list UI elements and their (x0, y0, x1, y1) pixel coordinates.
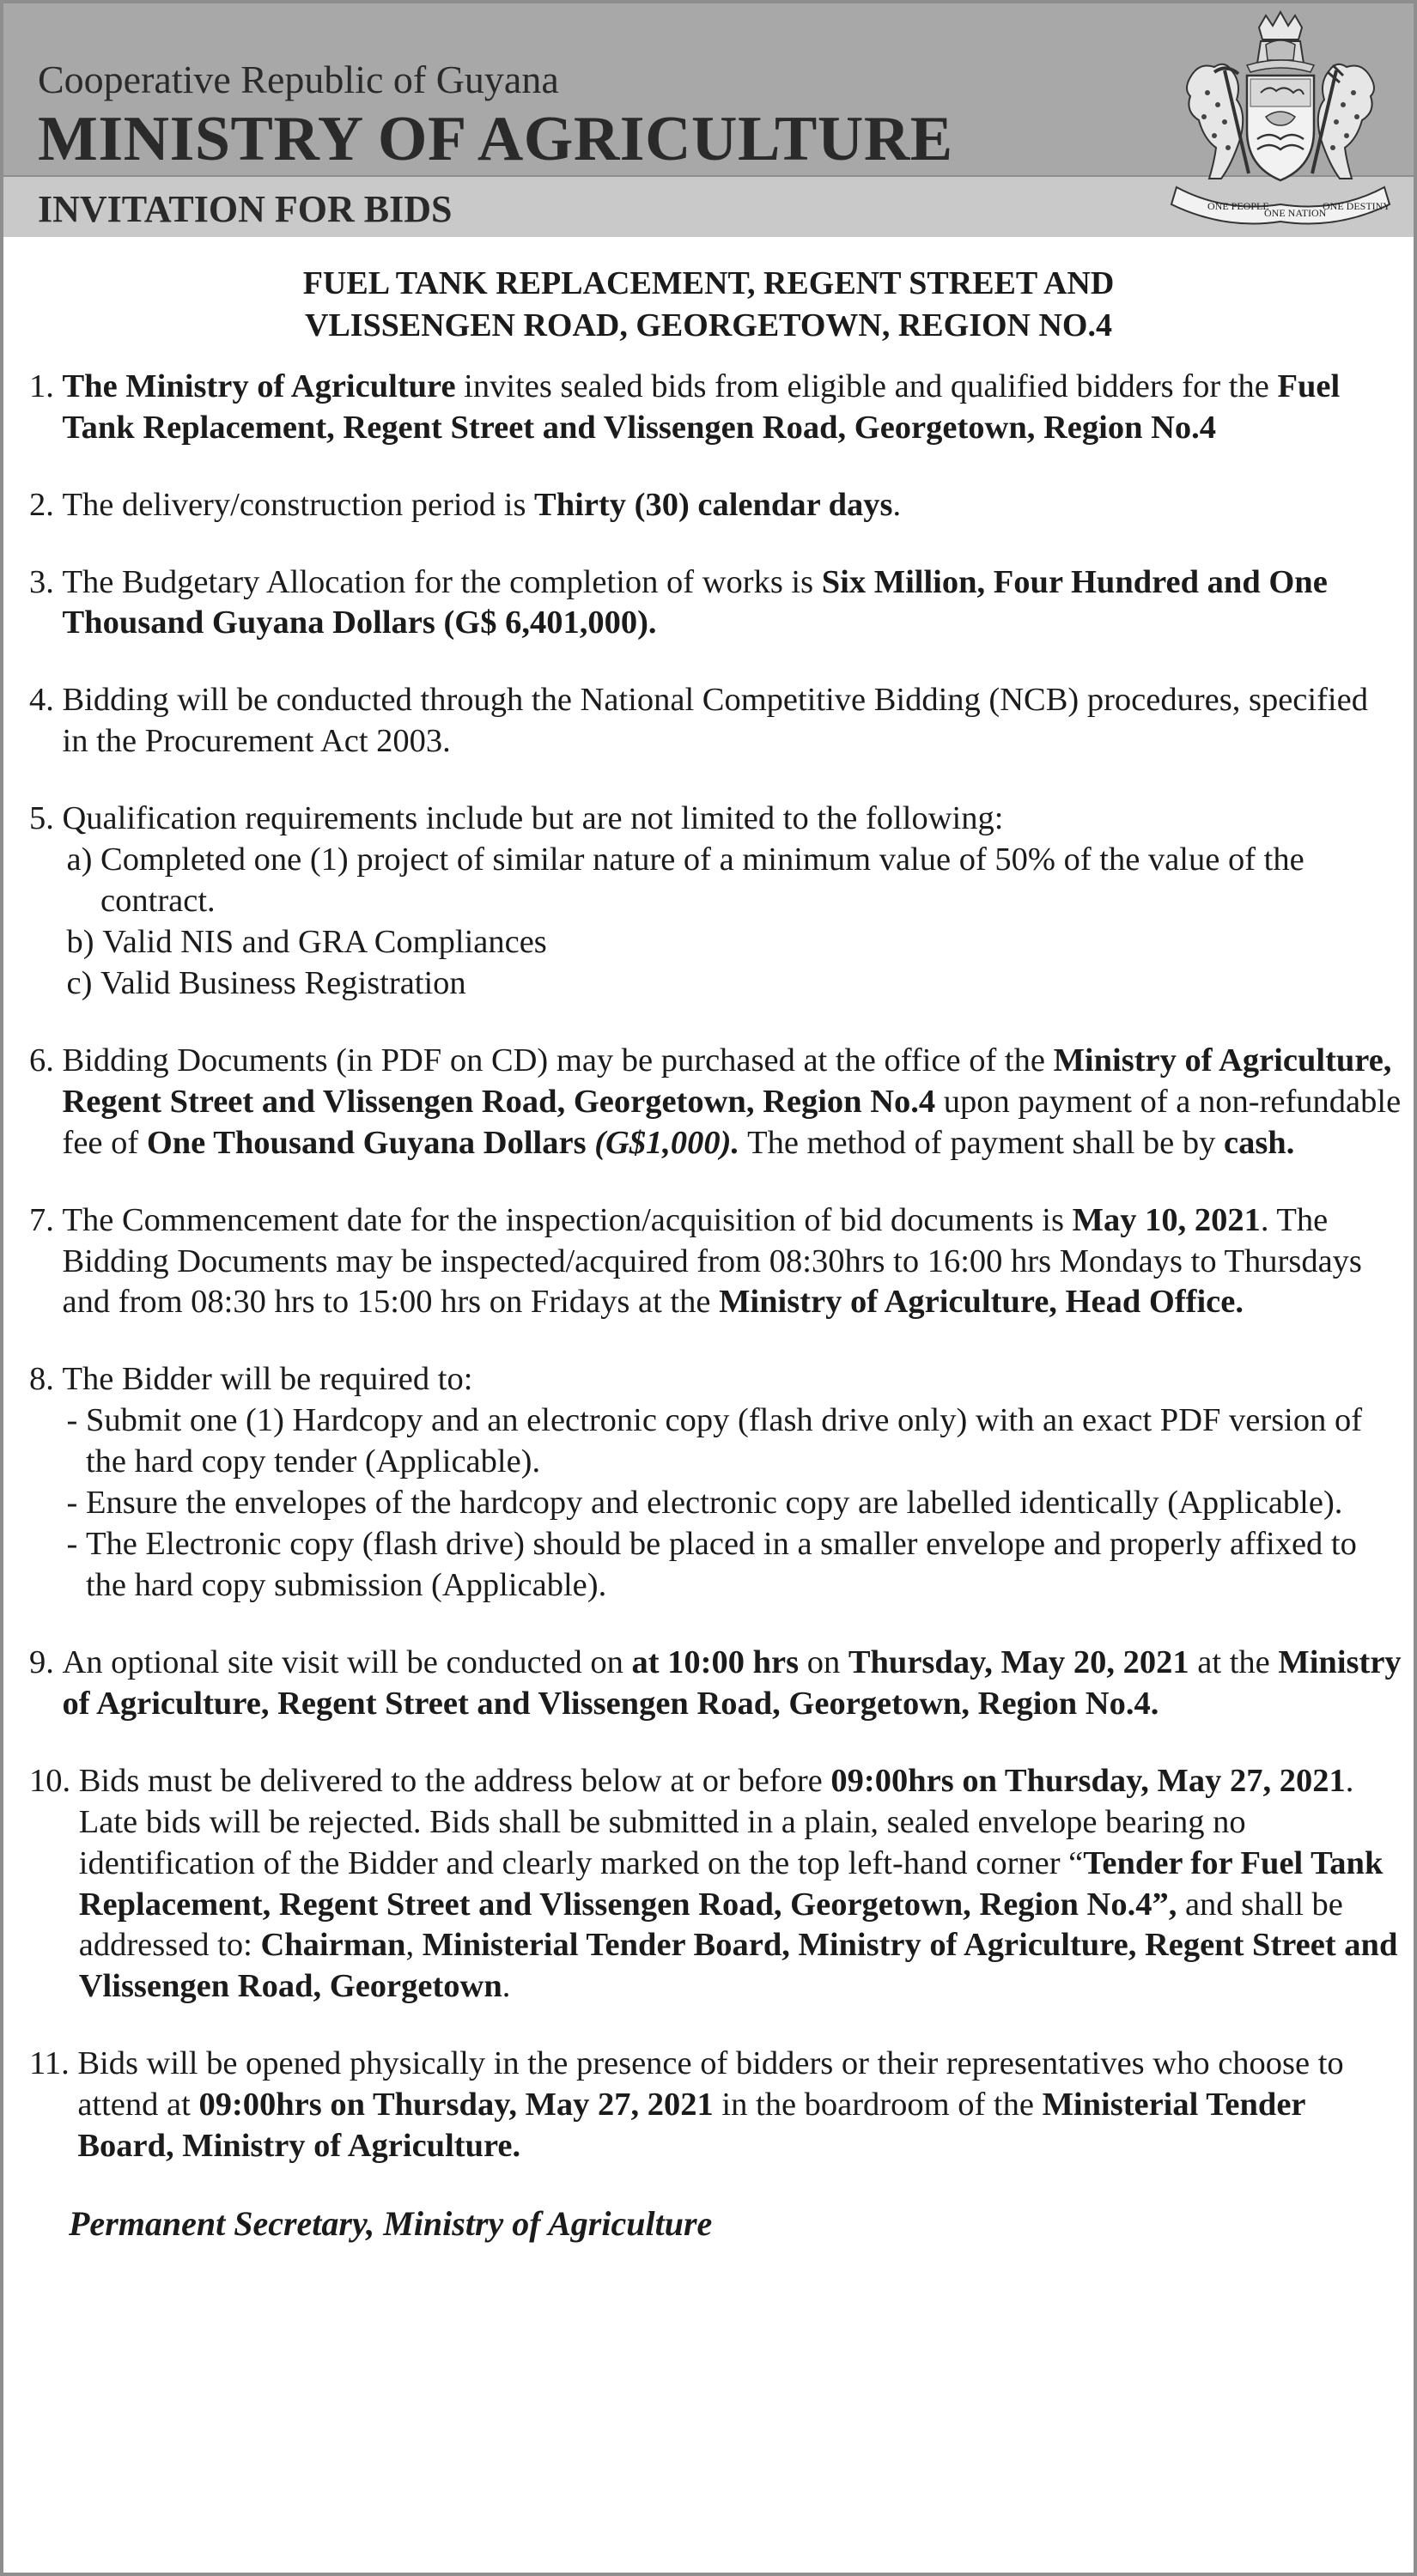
list-item (63, 963, 1402, 1005)
clause-text: upon payment of a non-refundable fee of (62, 1083, 1402, 1161)
clause-3 (29, 562, 1402, 645)
clause-text: in the boardroom of the (713, 2087, 1043, 2123)
invitation-heading: INVITATION FOR BIDS (38, 188, 453, 230)
list-item (63, 1400, 1402, 1483)
clause-text: Bids must be delivered to the address below at or before (78, 1762, 831, 1799)
list-text: Completed one (1) project of similar nature of a minimum value of 50% of the value of the contract. (100, 841, 1304, 920)
clause-1 (29, 367, 1402, 449)
clause-text: . (892, 486, 902, 523)
clause-number: 8. (29, 1361, 63, 1398)
title-line-1: FUEL TANK REPLACEMENT, REGENT STREET AND (302, 265, 1115, 301)
clause-text: The Budgetary Allocation for the completion of works is (62, 563, 822, 600)
clause-text: Bids will be opened physically in the presence of bidders or their representatives who choose to attend at (77, 2045, 1344, 2123)
clause-11 (29, 2044, 1402, 2167)
clause-text: . (502, 1968, 511, 2005)
clause-2 (29, 485, 1402, 526)
clause-text: Thursday, May 20, 2021 (848, 1643, 1189, 1680)
list-text: Valid NIS and GRA Compliances (102, 924, 547, 960)
clause-text: Fuel Tank Replacement, Regent Street and Vlissengen Road, Georgetown, Region No.4 (62, 368, 1341, 446)
clause-text: Six Million, Four Hundred and One Thousand Guyana Dollars (G$ 6,401,000). (62, 563, 1328, 641)
clause-text: The Commencement date for the inspection/acquisition of bid documents is (62, 1201, 1073, 1238)
clause-text: An optional site visit will be conducted on (62, 1643, 632, 1680)
clause-text: on (799, 1643, 848, 1680)
list-item (63, 840, 1402, 922)
clause-8 (29, 1359, 1402, 1607)
clause-text: at 10:00 hrs (631, 1643, 800, 1680)
clause-text: The Bidder will be required to: (62, 1361, 473, 1398)
signature-line: Permanent Secretary, Ministry of Agriculture (69, 2204, 713, 2244)
motto-one-destiny: ONE DESTINY (1323, 200, 1390, 212)
clause-text: invites sealed bids from eligible and qualified bidders for the (455, 368, 1278, 404)
clause-text: . Late bids will be rejected. Bids shall be submitted in a plain, sealed envelope bearing no identification of the Bidder and clearly marked on the top left-hand corner “ (78, 1762, 1354, 1881)
clause-number: 1. (29, 368, 63, 404)
clause-10 (29, 1761, 1402, 2008)
clause-text: at the (1189, 1643, 1279, 1680)
clause-text: The Ministry of Agriculture (62, 368, 456, 404)
clause-text: . The Bidding Documents may be inspected/acquired from 08:30hrs to 16:00 hrs Mondays to Thursdays and from 08:30 hrs to 15:00 hrs on Fridays at the (62, 1201, 1362, 1321)
clause-9 (29, 1643, 1402, 1725)
clause-text: , (405, 1927, 423, 1964)
ministry-name: MINISTRY OF AGRICULTURE (38, 104, 953, 174)
list-label: b) (66, 924, 103, 960)
country-name: Cooperative Republic of Guyana (38, 58, 559, 101)
clause-number: 4. (29, 682, 63, 719)
clause-text: (G$1,000). (594, 1124, 740, 1161)
clause-number: 6. (29, 1042, 63, 1078)
clause-text: The method of payment shall be by (739, 1124, 1224, 1161)
coat-of-arms-icon (1165, 10, 1396, 229)
clause-5 (29, 799, 1402, 1005)
list-label: c) (66, 964, 101, 1001)
title-line-2: VLISSENGEN ROAD, GEORGETOWN, REGION NO.4 (305, 307, 1112, 344)
notice-title (38, 263, 1379, 348)
clause-text: Qualification requirements include but are not limited to the following: (62, 800, 1004, 837)
list-label: - (66, 1485, 86, 1522)
list-item (63, 1483, 1402, 1524)
motto-one-nation: ONE NATION (1264, 207, 1327, 219)
clause-text: Ministerial Tender Board, Ministry of Agriculture, Regent Street and Vlissengen Road, Georgetown (78, 1927, 1398, 2005)
clause-text: and shall be addressed to: (78, 1886, 1343, 1964)
clause-text: May 10, 2021 (1072, 1201, 1261, 1238)
clause-number: 7. (29, 1201, 63, 1238)
list-text: The Electronic copy (flash drive) should be placed in a smaller envelope and properly affixed to the hard copy submission (Applicable). (85, 1526, 1357, 1603)
clause-number: 3. (29, 563, 63, 600)
clause-text: Bidding will be conducted through the National Competitive Bidding (NCB) procedures, specified in the Procurement Act 2003. (62, 682, 1368, 760)
list-text: Valid Business Registration (100, 964, 466, 1001)
clauses (29, 367, 1402, 2167)
list-label: - (66, 1402, 86, 1439)
list-text: Submit one (1) Hardcopy and an electronic copy (flash drive only) with an exact PDF version of the hard copy tender (Applicable). (85, 1402, 1363, 1480)
list-item (63, 1524, 1402, 1607)
clause-number: 2. (29, 486, 63, 523)
list-item (63, 922, 1402, 963)
clause-text: 09:00hrs on Thursday, May 27, 2021 (198, 2087, 714, 2123)
clause-text: Ministry of Agriculture, Regent Street and Vlissengen Road, Georgetown, Region No.4 (62, 1042, 1392, 1120)
clause-number: 11. (29, 2045, 78, 2082)
clause-text: Ministry of Agriculture, Head Office. (719, 1284, 1244, 1321)
clause-text: cash. (1223, 1124, 1295, 1161)
clause-6 (29, 1041, 1402, 1164)
clause-text: Tender for Fuel Tank Replacement, Regent Street and Vlissengen Road, Georgetown, Region No.4”, (78, 1844, 1384, 1923)
clause-7 (29, 1200, 1402, 1324)
clause-text: 09:00hrs on Thursday, May 27, 2021 (830, 1762, 1346, 1799)
list-text: Ensure the envelopes of the hardcopy and electronic copy are labelled identically (Applicable). (85, 1485, 1343, 1522)
clause-text: Ministerial Tender Board, Ministry of Agriculture. (77, 2087, 1305, 2165)
clause-number: 5. (29, 800, 63, 837)
clause-text: One Thousand Guyana Dollars (146, 1124, 595, 1161)
clause-number: 10. (29, 1762, 79, 1799)
list-label: a) (66, 841, 101, 878)
clause-text: Ministry of Agriculture, Regent Street and Vlissengen Road, Georgetown, Region No.4. (62, 1643, 1402, 1722)
list-label: - (66, 1526, 86, 1563)
clause-text: Bidding Documents (in PDF on CD) may be purchased at the office of the (62, 1042, 1054, 1078)
clause-text: Thirty (30) calendar days (534, 486, 893, 523)
clause-number: 9. (29, 1643, 63, 1680)
clause-text: Chairman (260, 1927, 406, 1964)
clause-4 (29, 680, 1402, 762)
clause-text: The delivery/construction period is (62, 486, 535, 523)
motto-one-people: ONE PEOPLE (1207, 200, 1269, 212)
